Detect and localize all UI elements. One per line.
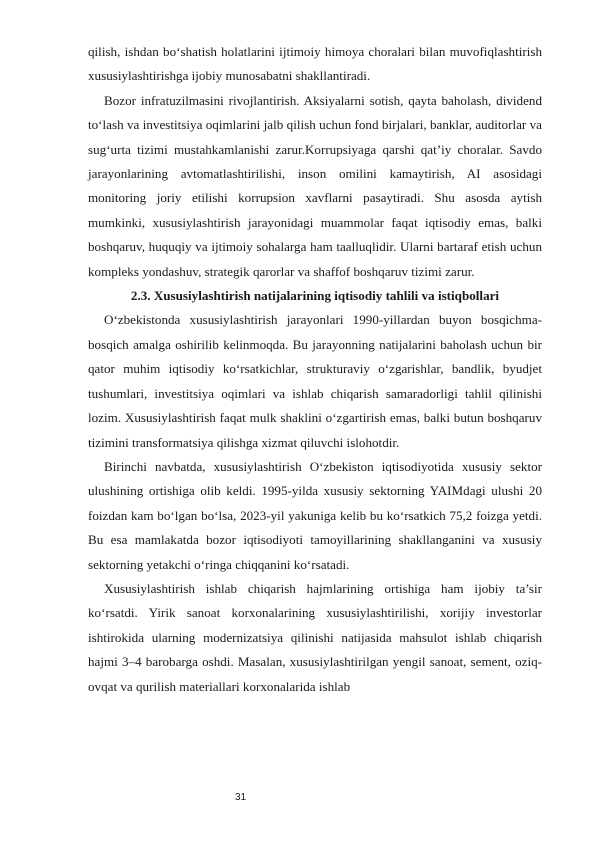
section-heading: 2.3. Xususiylashtirish natijalarining iqtisodiy tahlili va istiqbollari bbox=[130, 288, 500, 304]
page-content bbox=[88, 40, 542, 699]
paragraph-5: Xususiylashtirish ishlab chiqarish hajmlarining ortishiga ham ijobiy ta’sir ko‘rsatdi. Yirik sanoat korxonalarining xususiylashtirilishi, xorijiy investorlar ishtirokida ularning modernizatsiya qilinishi natijasida mahsulot ishlab chiqarish hajmi 3–4 barobarga oshdi. Masalan, xususiylashtirilgan yengil sanoat, sement, oziq-ovqat va qurilish materiallari korxonalarida ishlab bbox=[88, 580, 542, 694]
paragraph-2: Bozor infratuzilmasini rivojlantirish. Aksiyalarni sotish, qayta baholash, dividend to‘lash va investitsiya oqimlarini jalb qilish uchun fond birjalari, banklar, auditorlar va sug‘urta tizimi mustahkamlanishi zarur.Korrupsiyaga qarshi qat’iy choralar. Savdo jarayonlarining avtomatlashtirilishi, inson omilini kamaytirish, AI asosidagi monitoring joriy etilishi korrupsion xavflarni pasaytiradi. Shu asosda aytish mumkinki, xususiylashtirish jarayonidagi muammolar faqat iqtisodiy emas, balki boshqaruv, huquqiy va ijtimoiy sohalarga ham taalluqlidir. Ularni bartaraf etish uchun kompleks yondashuv, strategik qarorlar va shaffof boshqaruv tizimi zarur. bbox=[88, 92, 542, 279]
paragraph-1: qilish, ishdan bo‘shatish holatlarini ijtimoiy himoya choralari bilan muvofiqlashtirish xususiylashtirishga ijobiy munosabatni shakllantiradi. bbox=[88, 44, 542, 84]
paragraph-3: O‘zbekistonda xususiylashtirish jarayonlari 1990-yillardan buyon bosqichma-bosqich amalga oshirilib kelinmoqda. Bu jarayonning natijalarini baholash uchun bir qator muhim iqtisodiy ko‘rsatkichlar, strukturaviy o‘zgarishlar, bandlik, byudjet tushumlari, investitsiya oqimlari va ishlab chiqarish samaradorligi tahlil qilinishi lozim. Xususiylashtirish faqat mulk shaklini o‘zgartirish emas, balki butun boshqaruv tizimini transformatsiya qilishga xizmat qiluvchi islohotdir. bbox=[88, 312, 542, 450]
page-number: 31 bbox=[235, 792, 247, 803]
paragraph-4: Birinchi navbatda, xususiylashtirish O‘zbekiston iqtisodiyotida xususiy sektor ulushining ortishiga olib keldi. 1995-yilda xususiy sektorning YAIMdagi ulushi 20 foizdan kam bo‘lgan bo‘lsa, 2023-yil yakuniga kelib bu ko‘rsatkich 75,2 foizga yetdi. Bu esa mamlakatda bozor iqtisodiyoti tamoyillarining shakllanganini va xususiy sektorning yetakchi o‘ringa chiqqanini ko‘rsatadi. bbox=[88, 458, 542, 572]
